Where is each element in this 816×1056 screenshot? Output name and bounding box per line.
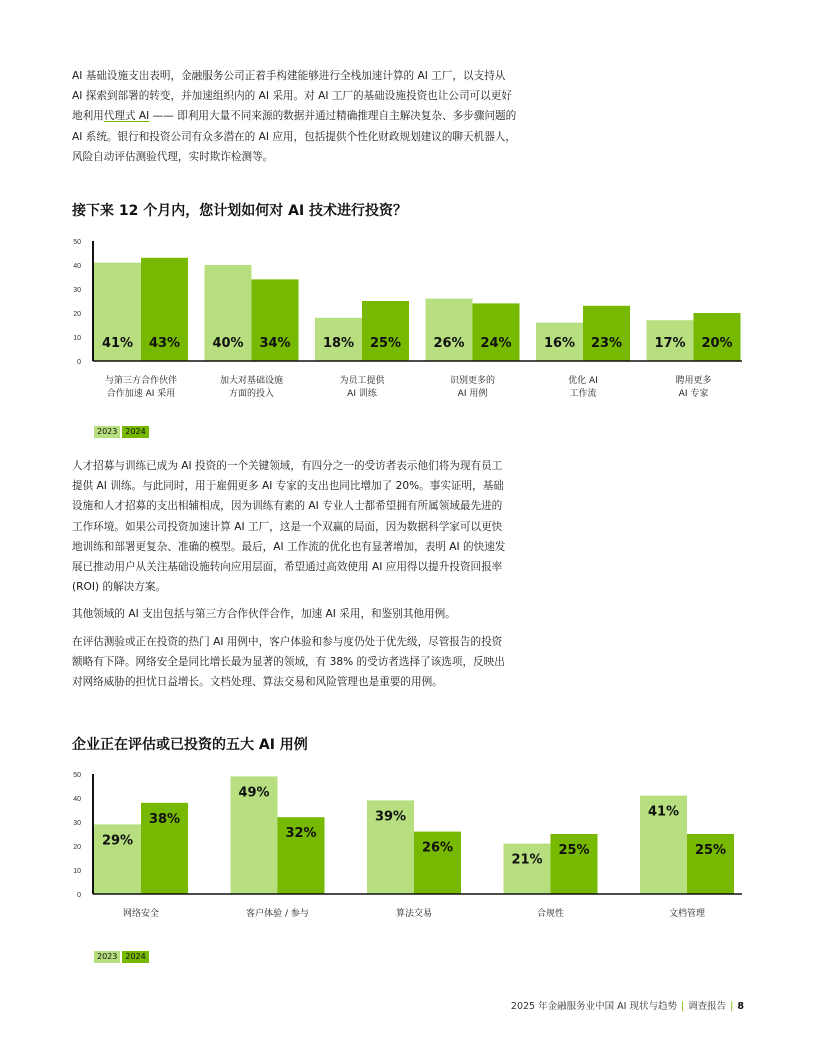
bar-2024 [473,303,520,361]
bar-2024 [583,306,630,361]
data-label: 41% [647,804,680,820]
y-tick-label: 0 [77,359,81,366]
data-label: 39% [374,809,407,825]
chart2-legend [94,951,149,963]
top-use-cases-chart [60,768,750,928]
y-tick-label: 0 [77,892,81,899]
category-label: 文档管理 [668,909,706,919]
data-label: 49% [238,785,270,801]
top-use-cases-chart-svg [60,768,750,928]
y-tick-label: 50 [73,239,81,246]
footer-report-title: 2025 年金融服务业中国 AI 现状与趋势 [510,1001,677,1012]
page-footer [511,998,744,1012]
investment-plans-chart-svg [60,234,750,410]
bar-2024 [362,301,409,361]
y-tick-label: 50 [73,772,81,779]
intro-text-before-link: AI 基础设施支出表明，金融服务公司正着手构建能够进行全栈加速计算的 AI 工厂，以支持从 AI 探索到部署的转变，并加速组织内的 AI 采用。对 AI 工厂的基础设施投资也让公司可以更好地利用 [72,70,512,123]
legend-2024: 2024 [122,951,148,963]
category-label: 聘用更多 [675,376,712,386]
data-label: 16% [543,336,576,351]
category-label: 为员工提供 [339,376,385,386]
legend-2024: 2024 [122,426,148,438]
data-label: 25% [558,843,590,858]
data-label: 41% [101,336,134,351]
category-label: 合作加速 AI 采用 [106,389,176,399]
data-label: 25% [369,336,402,351]
bar-2023 [426,299,473,361]
data-label: 43% [148,336,181,351]
category-label: 与第三方合作伙伴 [104,376,178,386]
data-label: 21% [511,852,543,868]
legend-2023: 2023 [94,426,120,438]
category-label: 合规性 [536,909,565,919]
chart1-title: 接下来 12 个月内，您计划如何对 AI 技术进行投资？ [72,203,408,219]
y-tick-label: 30 [73,820,81,827]
data-label: 23% [590,336,623,351]
investment-plans-chart [60,234,750,410]
category-label: 加大对基础设施 [219,376,284,386]
y-tick-label: 40 [73,263,81,270]
data-label: 29% [101,833,134,849]
chart2-title: 企业正在评估或已投资的五大 AI 用例 [72,737,308,753]
footer-separator: | [730,1001,734,1012]
agentic-ai-link[interactable]: 代理式 AI [103,110,150,123]
data-label: 25% [694,843,727,858]
y-tick-label: 20 [73,844,81,851]
data-label: 26% [433,336,465,351]
y-tick-label: 20 [73,311,81,318]
y-tick-label: 30 [73,287,81,294]
data-label: 18% [322,336,355,351]
category-label: 算法交易 [395,909,433,919]
footer-section: 调查报告 [688,1001,727,1012]
category-label: 识别更多的 [449,376,496,386]
data-label: 20% [701,336,733,351]
category-label: 工作流 [569,389,597,399]
page-number: 8 [737,1001,744,1012]
category-label: AI 专家 [678,389,709,399]
bar-2023 [504,844,551,894]
data-label: 34% [259,336,291,351]
data-label: 40% [212,336,244,351]
intro-text-after-link: —— 即利用大量不同来源的数据并通过精确推理自主解决复杂、多步骤问题的 AI 系统。银行和投资公司有众多潜在的 AI 应用，包括提供个性化财政规划建议的聊天机器人，风险自动评估测验代理，实时欺诈检测等。 [72,110,517,163]
y-tick-label: 10 [73,868,81,875]
data-label: 24% [480,336,512,351]
data-label: 26% [421,840,454,856]
legend-2023: 2023 [94,951,120,963]
data-label: 17% [654,336,686,351]
category-label: 网络安全 [122,909,160,919]
data-label: 32% [285,826,317,842]
chart1-legend [94,426,149,438]
category-label: AI 训练 [347,389,377,399]
data-label: 38% [148,811,181,827]
other-spend-paragraph: 其他领域的 AI 支出包括与第三方合作伙伴合作，加速 AI 采用，和鉴别其他用例。 [72,608,456,620]
category-label: 方面的投入 [228,389,275,399]
y-tick-label: 40 [73,796,81,803]
y-tick-label: 10 [73,335,81,342]
footer-separator: | [680,1001,685,1012]
category-label: AI 用例 [457,389,488,399]
use-cases-paragraph: 在评估测验或正在投资的热门 AI 用例中，客户体验和参与度仍处于优先级，尽管报告的投资额略有下降。网络安全是同比增长最为显著的领域，有 38% 的受访者选择了该选项，反映出对网络威胁的担忧日益增长。文档处理、算法交易和风险管理也是重要的用例。 [72,636,505,689]
intro-paragraph [72,66,517,167]
category-label: 客户体验 / 参与 [246,909,309,919]
talent-paragraph: 人才招募与训练已成为 AI 投资的一个关键领域，有四分之一的受访者表示他们将为现有员工提供 AI 训练。与此同时，用于雇佣更多 AI 专家的支出也同比增加了 20%。事实证明，基础设施和人才招募的支出相辅相成，因为训练有素的 AI 专业人士都希望拥有所属领域最先进的工作环境。如果公司投资加速计算 AI 工厂，这是一个双赢的局面，因为数据科学家可以更快地训练和部署更复杂、准确的模型。最后，AI 工作流的优化也有显著增加，表明 AI 的快速发展已推动用户从关注基础设施转向应用层面，希望通过高效使用 AI 应用得以提升投资回报率 (ROI) 的解决方案。 [72,460,506,594]
category-label: 优化 AI [568,376,598,386]
